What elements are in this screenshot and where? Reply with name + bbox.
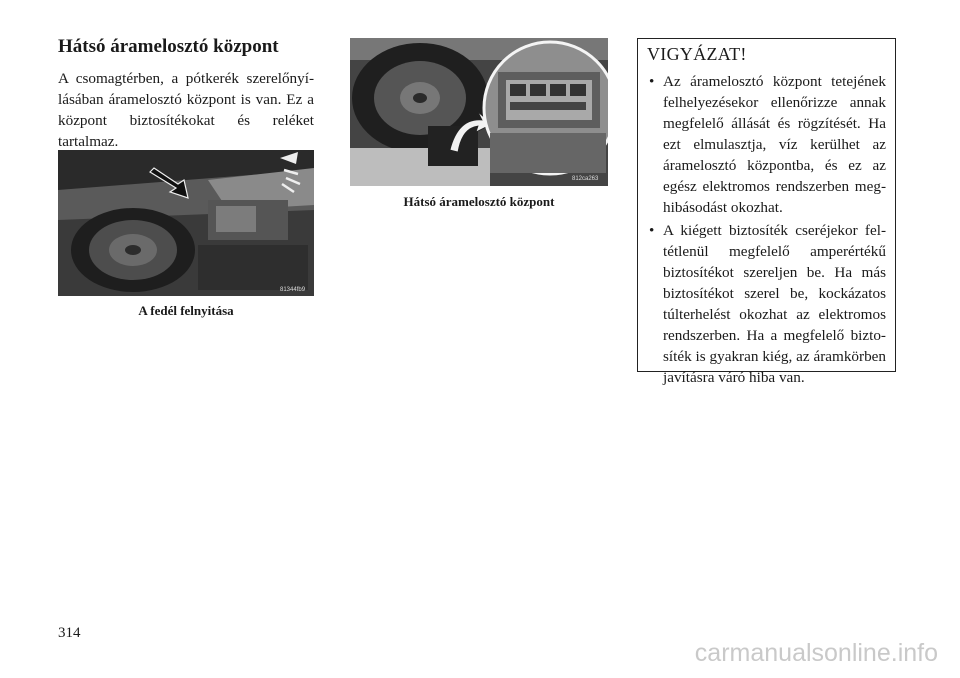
warning-item <box>647 221 886 389</box>
section-paragraph: A csomagtérben, a pótkerék szerelőnyí-lásában áramelosztó központ is van. Ez a központ biztosítékokat és reléket tartalmaz. <box>58 69 314 150</box>
page-number: 314 <box>58 625 81 641</box>
warning-box <box>637 38 896 386</box>
bullet: • <box>649 221 655 239</box>
fuse-box-photo <box>350 38 608 186</box>
figure-code: 81344fb9 <box>280 287 306 293</box>
warning-item <box>647 72 886 219</box>
figure-caption: A fedél felnyitása <box>138 303 234 318</box>
warning-item-text: Az áramelosztó központ tetejének felhelyezésekor ellenőrizze annak megfelelő állását és rögzítését. Ha ezt elmulasztja, víz kerülhet az áramelosztó központba, és ez az egész elektromos rendszerben meg-hibásodást okozhat. <box>663 73 886 216</box>
figure-caption: Hátsó áramelosztó központ <box>403 194 555 209</box>
section-heading: Hátsó áramelosztó központ <box>58 36 279 57</box>
figure-code: 812ca263 <box>572 176 599 182</box>
section-text <box>58 36 314 153</box>
bullet: • <box>649 73 655 90</box>
warning-title: VIGYÁZAT! <box>647 44 747 64</box>
trunk-lid-photo <box>58 150 314 296</box>
warning-item-text: A kiégett biztosíték cseréjekor fel-tétlenül megfelelő amperértékű biztosítékot szereljen be. Ha más biztosítékot szerel be, kockázatos túlterhelést okozhat az elektromos rendszerben. Ha a megfelelő bizto-síték is gyakran kiég, az áramkörben javításra váró hiba van. <box>663 221 886 386</box>
watermark: carmanualsonline.info <box>694 639 938 667</box>
